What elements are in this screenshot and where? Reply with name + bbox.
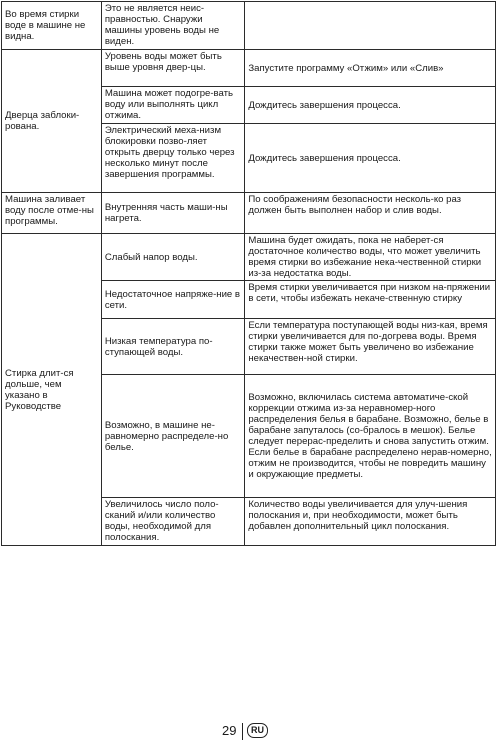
troubleshooting-table [1,1,496,546]
problem-cell: Машина заливает воду после отме-ны программы. [2,193,102,234]
table-row [2,193,496,234]
cause-cell: Внутренняя часть маши-ны нагрета. [101,193,245,234]
cause-cell: Увеличилось число поло-сканий и/или количество воды, необходимой для полоскания. [101,498,245,546]
action-cell: Если температура поступающей воды низ-кая, время стирки увеличивается для по-догрева воды. Время стирки также может быть увеличено во избежание некачествен-ной стирки. [245,319,496,375]
cause-cell: Это не является неис-правностью. Снаружи машины уровень воды не виден. [101,2,245,50]
cause-cell: Недостаточное напряже-ние в сети. [101,281,245,319]
table-row [2,2,496,50]
cause-cell: Возможно, в машине не-равномерно распределе-но белье. [101,375,245,498]
action-cell: Дождитесь завершения процесса. [245,124,496,193]
page-number: 29 [222,723,237,738]
cause-cell: Уровень воды может быть выше уровня двер-цы. [101,50,245,87]
footer-divider [242,723,243,740]
table-row [2,50,496,87]
problem-cell: Дверца заблоки-рована. [2,50,102,193]
action-cell: Дождитесь завершения процесса. [245,87,496,124]
action-cell: По соображениям безопасности несколь-ко раз должен быть выполнен набор и слив воды. [245,193,496,234]
cause-cell: Низкая температура по-ступающей воды. [101,319,245,375]
action-cell: Машина будет ожидать, пока не наберет-ся достаточное количество воды, что может увеличить время стирки во избежание нека-чественной стирки из-за недостатка воды. [245,234,496,281]
table-row [2,234,496,281]
problem-cell: Стирка длит-ся дольше, чем указано в Руководстве [2,234,102,546]
cause-cell: Машина может подогре-вать воду или выполнять цикл отжима. [101,87,245,124]
language-badge: RU [247,723,268,738]
action-cell: Запустите программу «Отжим» или «Слив» [245,50,496,87]
problem-cell: Во время стирки воде в машине не видна. [2,2,102,50]
action-cell: Количество воды увеличивается для улуч-шения полоскания и, при необходимости, может быть добавлен дополнительный цикл полоскания. [245,498,496,546]
action-cell [245,2,496,50]
action-cell: Возможно, включилась система автоматиче-ской коррекции отжима из-за неравномер-ного распределения белья в барабане. Возможно, белье в барабане запуталось (со-бралось в мешок). Белье следует перерас-пределить и снова запустить отжим. Если белье в барабане распределено нерав-номерно, отжим не производится, чтобы не повредить машину и окружающие предметы. [245,375,496,498]
page-footer [0,722,498,740]
action-cell: Время стирки увеличивается при низком на-пряжении в сети, чтобы избежать некаче-ственную стирку [245,281,496,319]
cause-cell: Электрический меха-низм блокировки позво-ляет открыть дверцу только через несколько минут после завершения программы. [101,124,245,193]
cause-cell: Слабый напор воды. [101,234,245,281]
